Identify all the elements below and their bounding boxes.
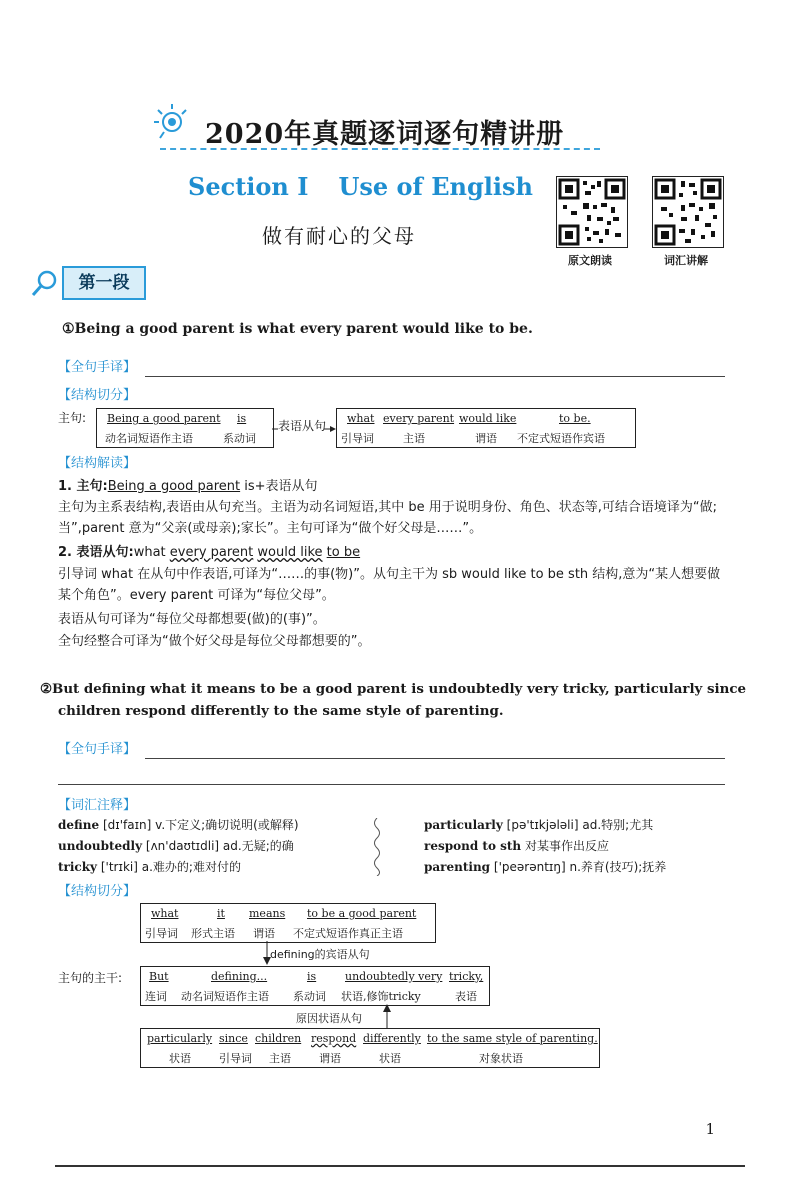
translate-line xyxy=(145,376,725,377)
section-label: Section Ⅰ xyxy=(188,172,309,201)
bottom-rule xyxy=(55,1165,745,1167)
rc-children: children xyxy=(255,1032,302,1045)
main-verb-role: 系动词 xyxy=(223,432,256,445)
analysis-4: 全句经整合可译为“做个好父母是每位父母都想要的”。 xyxy=(58,634,371,649)
vocab-phonetic: [dɪ'faɪn] xyxy=(102,818,152,832)
translate-line-2b xyxy=(58,784,725,785)
analysis-1-rest: is+表语从句 xyxy=(240,479,318,494)
vocab-word: define xyxy=(58,818,100,832)
rc-particularly-role: 状语 xyxy=(169,1052,191,1065)
main-trunk-box xyxy=(140,966,490,1006)
oc-what-role: 引导词 xyxy=(145,927,178,940)
paragraph-badge: 第一段 xyxy=(62,266,146,300)
vocab-phonetic: ['peərəntɪŋ] xyxy=(493,860,566,874)
vocab-word: particularly xyxy=(424,818,503,832)
translate-line-2a xyxy=(145,758,725,759)
analysis-1-title: 1. 主句: xyxy=(58,479,108,494)
rc-since: since xyxy=(219,1032,248,1045)
vocab-item-define xyxy=(58,815,378,836)
vocab-definition: ad.无疑;的确 xyxy=(222,839,294,853)
tag-analysis: 【结构解读】 xyxy=(58,456,137,471)
main-verb: is xyxy=(237,412,247,425)
qr-label-reading: 原文朗读 xyxy=(568,254,612,267)
analysis-2-heading xyxy=(58,542,360,563)
analysis-2-object: to be xyxy=(326,545,361,560)
tag-translate: 【全句手译】 xyxy=(58,360,137,375)
clause-subject-role: 主语 xyxy=(403,432,425,445)
analysis-3: 表语从句可译为“每位父母都想要(做)的(事)”。 xyxy=(58,612,326,627)
mt-but: But xyxy=(149,970,169,983)
predicative-clause-link: 表语从句 xyxy=(278,419,327,433)
main-trunk-label: 主句的主干: xyxy=(58,971,123,985)
passage-title: 做有耐心的父母 xyxy=(262,224,416,248)
clause-box xyxy=(336,408,636,448)
vocab-word: tricky xyxy=(58,860,98,874)
oc-what: what xyxy=(151,907,179,920)
clause-object: to be. xyxy=(559,412,591,425)
oc-it: it xyxy=(217,907,225,920)
rc-differently-role: 状语 xyxy=(379,1052,401,1065)
oc-tobe: to be a good parent xyxy=(307,907,417,920)
rc-respond: respond xyxy=(311,1032,357,1045)
analysis-2-subject: every parent xyxy=(169,545,254,560)
vocab-word: respond to sth xyxy=(424,839,522,853)
vocab-word: parenting xyxy=(424,860,491,874)
qr-code-vocab[interactable] xyxy=(652,176,724,248)
rc-particularly: particularly xyxy=(147,1032,213,1045)
main-clause-label: 主句: xyxy=(58,411,87,425)
qr-code-reading[interactable] xyxy=(556,176,628,248)
mt-defining: defining... xyxy=(211,970,268,983)
oc-tobe-role: 不定式短语作真正主语 xyxy=(293,927,403,940)
vocab-definition: ad.特别;尤其 xyxy=(582,818,654,832)
mt-but-role: 连词 xyxy=(145,990,167,1003)
vocab-word: undoubtedly xyxy=(58,839,143,853)
rc-since-role: 引导词 xyxy=(219,1052,252,1065)
vocab-item-tricky xyxy=(58,857,378,878)
rc-respond-role: 谓语 xyxy=(319,1052,341,1065)
analysis-2-body: 引导词 what 在从句中作表语,可译为“……的事(物)”。从句主干为 sb would like to be sth 结构,意为“某人想要做某个角色”。every parent 可译为“每位父母”。 xyxy=(58,567,721,603)
rc-differently: differently xyxy=(363,1032,421,1045)
mt-undoubtedly-role: 状语,修饰tricky xyxy=(341,990,421,1003)
rc-to-same-style-role: 对象状语 xyxy=(479,1052,523,1065)
analysis-1-subject: Being a good parent xyxy=(107,479,241,494)
vocab-left xyxy=(58,815,378,878)
mt-defining-role: 动名词短语作主语 xyxy=(181,990,269,1003)
mt-tricky: tricky, xyxy=(449,970,484,983)
vocab-definition: a.难办的;难对付的 xyxy=(141,860,241,874)
oc-means-role: 谓语 xyxy=(253,927,275,940)
clause-verb: would like xyxy=(459,412,517,425)
section-name: Use of English xyxy=(338,172,533,201)
analysis-2-title: 2. 表语从句: xyxy=(58,545,134,560)
vocab-item-particularly xyxy=(424,815,744,836)
rc-to-same-style: to the same style of parenting. xyxy=(427,1032,598,1045)
object-clause-box xyxy=(140,903,436,943)
qr-label-vocab: 词汇讲解 xyxy=(664,254,708,267)
vocab-phonetic: [pə'tɪkjələli] xyxy=(506,818,579,832)
section-heading xyxy=(188,172,533,201)
vocab-definition: 对某事作出反应 xyxy=(524,839,609,853)
sentence-2-line2: children respond differently to the same style of parenting. xyxy=(58,703,504,719)
mt-tricky-role: 表语 xyxy=(455,990,477,1003)
analysis-1-body: 主句为主系表结构,表语由从句充当。主语为动名词短语,其中 be 用于说明身份、角色、状态等,可结合语境译为“做;当”,parent 意为“父亲(或母亲);家长”。主句可译为“做个好父母是……”。 xyxy=(58,500,718,536)
vocab-item-undoubtedly xyxy=(58,836,378,857)
vocab-divider xyxy=(372,818,382,876)
page-number: 1 xyxy=(705,1120,715,1138)
link-arrow xyxy=(272,420,336,432)
mt-is-role: 系动词 xyxy=(293,990,326,1003)
clause-subject: every parent xyxy=(383,412,455,425)
reason-clause-box xyxy=(140,1028,600,1068)
mt-is: is xyxy=(307,970,317,983)
page-title: 2020年真题逐词逐句精讲册 xyxy=(205,119,565,150)
vocab-phonetic: ['trɪki] xyxy=(100,860,138,874)
oc-it-role: 形式主语 xyxy=(191,927,235,940)
vocab-item-parenting xyxy=(424,857,744,878)
mt-undoubtedly: undoubtedly very xyxy=(345,970,443,983)
vocab-item-respond xyxy=(424,836,744,857)
analysis-2-verb: would like xyxy=(257,545,323,560)
title-divider xyxy=(160,148,600,150)
analysis-1-heading xyxy=(58,476,318,497)
lightbulb-icon xyxy=(150,98,198,146)
oc-means: means xyxy=(249,907,286,920)
sentence-2-line1: ②But defining what it means to be a good parent is undoubtedly very tricky, particularly since xyxy=(40,681,747,697)
reason-clause-label: 原因状语从句 xyxy=(296,1012,362,1025)
tag-translate-2: 【全句手译】 xyxy=(58,742,137,757)
vocab-right xyxy=(424,815,744,878)
magnifier-icon xyxy=(30,268,60,298)
tag-structure: 【结构切分】 xyxy=(58,388,137,403)
rc-children-role: 主语 xyxy=(269,1052,291,1065)
vocab-phonetic: [ʌn'daʊtɪdli] xyxy=(145,839,220,853)
tag-vocab: 【词汇注释】 xyxy=(58,798,137,813)
vocab-definition: n.养育(技巧);抚养 xyxy=(569,860,667,874)
tag-structure-2: 【结构切分】 xyxy=(58,884,137,899)
up-arrow xyxy=(382,1004,392,1028)
clause-what: what xyxy=(347,412,375,425)
main-subject-role: 动名词短语作主语 xyxy=(105,432,193,445)
clause-object-role: 不定式短语作宾语 xyxy=(517,432,605,445)
clause-what-role: 引导词 xyxy=(341,432,374,445)
analysis-2-pre: what xyxy=(133,545,170,560)
main-clause-box xyxy=(96,408,274,448)
object-clause-label: defining的宾语从句 xyxy=(270,948,370,961)
main-subject: Being a good parent xyxy=(107,412,221,425)
vocab-definition: v.下定义;确切说明(或解释) xyxy=(155,818,299,832)
sentence-1: ①Being a good parent is what every parent would like to be. xyxy=(62,321,533,337)
clause-verb-role: 谓语 xyxy=(475,432,497,445)
